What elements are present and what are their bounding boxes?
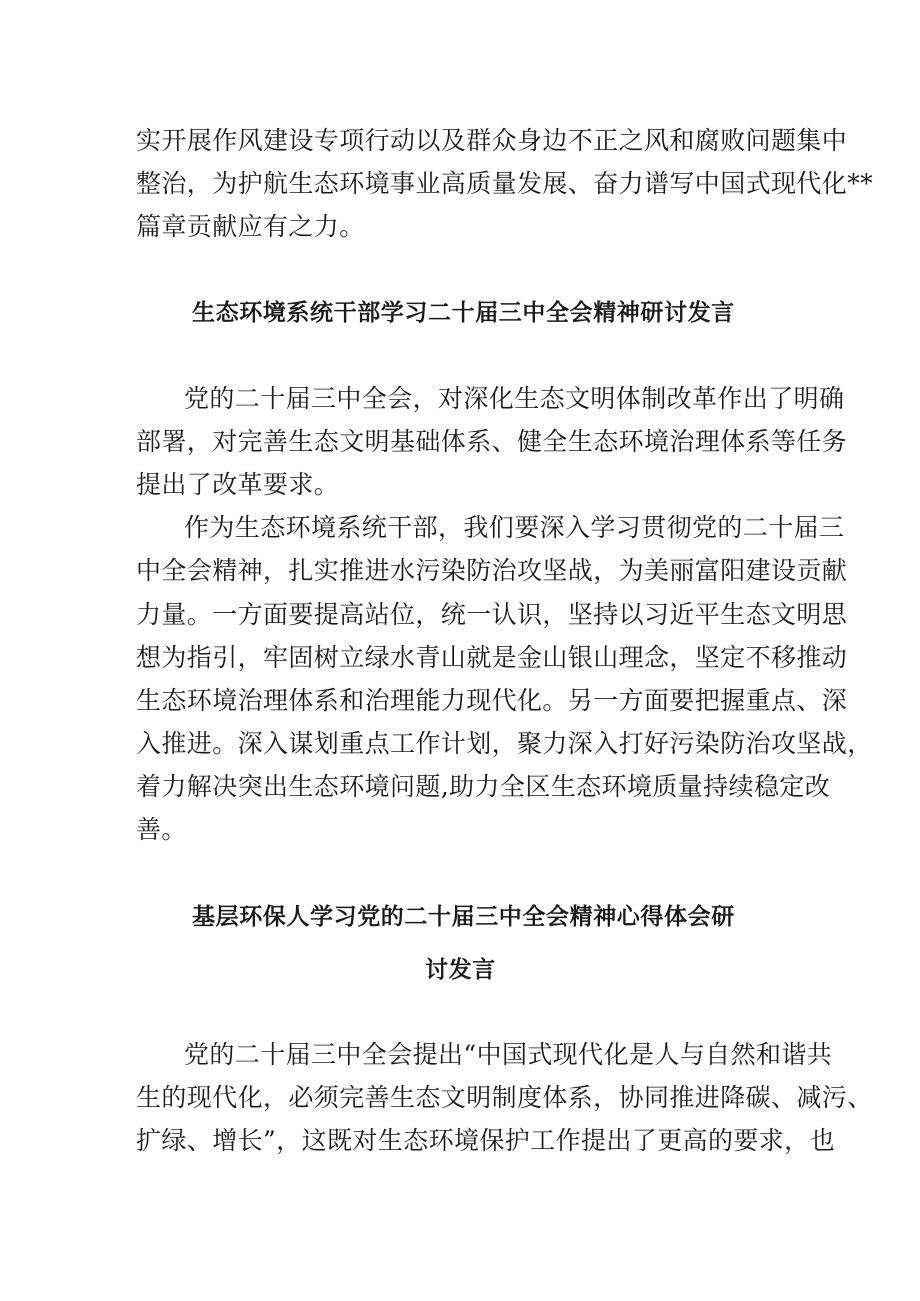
section-heading: 生态环境系统干部学习二十届三中全会精神研讨发言 <box>192 300 735 326</box>
paragraph-line: 党的二十届三中全会提出“中国式现代化是人与自然和谐共 <box>184 1040 833 1069</box>
paragraph-line: 着力解决突出生态环境问题,助力全区生态环境质量持续稳定改 <box>136 772 831 801</box>
paragraph-line: 篇章贡献应有之力。 <box>136 212 365 241</box>
paragraph-line: 党的二十届三中全会，对深化生态文明体制改革作出了明确 <box>184 384 845 413</box>
paragraph-line: 力量。一方面要提高站位，统一认识，坚持以习近平生态文明思 <box>136 600 848 629</box>
paragraph-line: 生态环境治理体系和治理能力现代化。另一方面要把握重点、深 <box>136 686 848 715</box>
section-heading: 基层环保人学习党的二十届三中全会精神心得体会研 <box>192 904 735 930</box>
paragraph-line: 生的现代化，必须完善生态文明制度体系，协同推进降碳、减污、 <box>136 1083 873 1112</box>
paragraph-line: 入推进。深入谋划重点工作计划，聚力深入打好污染防治攻坚战， <box>136 729 873 758</box>
paragraph-line: 想为指引，牢固树立绿水青山就是金山银山理念，坚定不移推动 <box>136 643 848 672</box>
paragraph-line: 实开展作风建设专项行动以及群众身边不正之风和腐败问题集中 <box>136 126 848 155</box>
section-heading-continuation: 讨发言 <box>425 957 496 983</box>
paragraph-line: 中全会精神，扎实推进水污染防治攻坚战，为美丽富阳建设贡献 <box>136 556 848 585</box>
paragraph-line: 部署，对完善生态文明基础体系、健全生态环境治理体系等任务 <box>136 427 848 456</box>
paragraph-line: 扩绿、增长”，这既对生态环境保护工作提出了更高的要求，也 <box>136 1126 835 1155</box>
paragraph-line: 作为生态环境系统干部，我们要深入学习贯彻党的二十届三 <box>184 513 845 542</box>
paragraph-line: 整治，为护航生态环境事业高质量发展、奋力谱写中国式现代化** <box>136 169 874 198</box>
paragraph-line: 善。 <box>136 815 187 844</box>
paragraph-line: 提出了改革要求。 <box>136 470 340 499</box>
